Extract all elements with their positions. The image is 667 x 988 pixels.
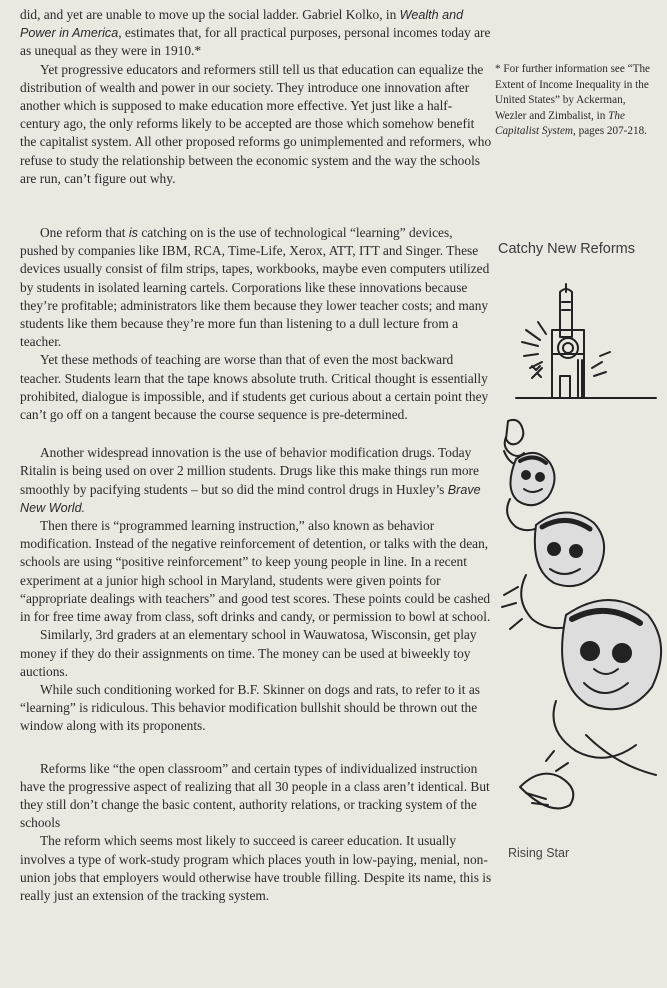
paragraph-5: Another widespread innovation is the use of behavior modification drugs. Today Ritalin is being used on over 2 million students. Drugs like this make things run more smoothly by pacifying students – but so did the mind control drugs in Huxley’s Brave New World. <box>20 445 481 515</box>
image-caption: Rising Star <box>508 846 570 860</box>
paragraph-8: While such conditioning worked for B.F. Skinner on dogs and rats, to refer to it as “learning” is ridiculous. This behavior modification bullshit should be thrown out the window along with its proponents. <box>20 681 480 734</box>
paragraph-9: Reforms like “the open classroom” and certain types of individualized instruction have the progressive aspect of realizing that all 30 people in a class aren’t identical. But they still don’t change the basic content, authority relations, or tracking system of the schools <box>20 760 490 831</box>
paragraph-6: Then there is “programmed learning instruction,” also known as behavior modification. Instead of the negative reinforcement of detention, or talks with the dean, schools are using “positive reinforcement” to keep young people in line. In a recent experiment at a junior high school in Maryland, students were given points for “appropriate dealings with teachers” and good test scores. These points could be cashed in for free time away from class, soft drinks and candy, or permission to bowl at school. <box>20 518 491 625</box>
paragraph-7: Similarly, 3rd graders at an elementary school in Wauwatosa, Wisconsin, get play money if they do their assignments on time. The money can be used at biweekly toy auctions. <box>20 627 477 679</box>
book-title-wealth-and-power: Wealth and Power in America <box>20 8 464 41</box>
paragraph-3: One reform that is catching on is the use of technological “learning” devices, pushed by companies like IBM, RCA, Time-Life, Xerox, ATT, ITT and Singer. These devices usually consist of film strips, tapes, workbooks, maybe even computers utilized by students in isolated learning cartels. Corporations like these innovations because they’re profitable; administrators like them because they lower teacher costs; and many students like them because they’re more fun than listening to a dull lecture from a teacher. <box>20 225 490 350</box>
book-title-brave-new-world: Brave New World. <box>20 482 481 515</box>
paragraph-4: Yet these methods of teaching are worse than that of even the most backward teacher. Students learn that the tape knows absolute truth. Critical thought is essentially prohibited, dialogue is impossible, and if students get curious about a certain point they can’t go off on a tangent because the course sequence is pre-determined. <box>20 352 489 423</box>
paragraph-2: Yet progressive educators and reformers still tell us that education can equalize the distribution of wealth and power in our society. They introduce one innovation after another which is supposed to make education more effective. Yet just like a half-century ago, the only reforms likely to be accepted are those which somehow benefit the capitalist system. All other proposed reforms go unimplemented and reformers, who refuse to study the relationship between the economic system and the way the schools are run, can’t figure out why. <box>20 61 492 186</box>
machine-cartoon-illustration <box>512 270 662 410</box>
paragraph-1: did, and yet are unable to move up the social ladder. Gabriel Kolko, in Wealth and Power in America, estimates that, for all practical purposes, personal incomes today are as unequal as they were in 1910.* <box>20 7 491 59</box>
article-body <box>20 6 492 905</box>
footnote: * For further information see “The Extent of Income Inequality in the United States” by Ackerman, Wezler and Zimbalist, in The Capitalist System, pages 207-218. <box>495 63 651 138</box>
rising-star-cartoon-illustration <box>496 415 666 825</box>
paragraph-10: The reform which seems most likely to succeed is career education. It usually involves a type of work-study program which places youth in low-paying, menial, non-union jobs that employers would otherwise have trouble filling. Despite its name, this is really just an extension of the tracking system. <box>20 833 492 903</box>
sidebar-heading: Catchy New Reforms <box>498 241 635 257</box>
